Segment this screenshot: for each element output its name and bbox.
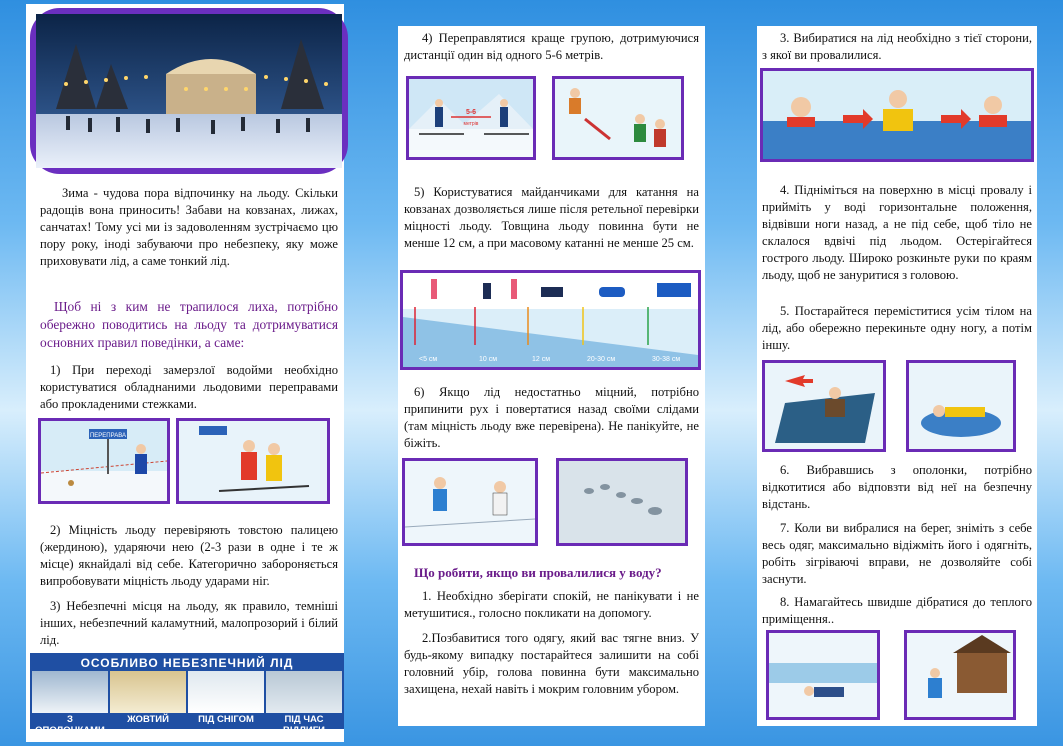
crossing-sign-text: ПЕРЕПРАВА <box>89 433 127 439</box>
step-4-text: 4. Підніміться на поверхню в місці провалу і прийміть у воді горизонтальне положення, відвівши ноги назад, а не під себе, щоб тіло не склалося вдвічі під льодом. Остерігайтеся гострого льоду. Широко розкиньте руки по краям льоду, щоб не зануритися з головою. <box>762 183 1032 282</box>
distance-unit: метрів <box>463 121 479 127</box>
winter-rink-photo <box>30 8 348 174</box>
distance-label: 5-6 <box>465 109 477 116</box>
rule-6-text: 6) Якщо лід недостатньо міцний, потрібно припинити рух і повертатися назад своїми слідами (там міцність льоду вже перевірена). Не панікуйте, не біжіть. <box>404 385 699 450</box>
step-5-text: 5. Постарайтеся переміститися усім тілом на лід, або обережно перекиньте одну ногу, а потім іншу. <box>762 304 1032 352</box>
group-distance-image <box>406 76 536 160</box>
footprints-image <box>556 458 688 546</box>
banner-label-2: ЖОВТИЙ <box>127 714 169 725</box>
thickness-label-4: 20-30 см <box>587 356 616 363</box>
snow-ice-thumb <box>188 671 264 713</box>
rule-3-text: 3) Небезпечні місця на льоду, як правило, темніші інших, небезпечний каламутний, малопрозорий і білий лід. <box>40 599 338 647</box>
fell-through-heading: Що робити, якщо ви провалилися у воду? <box>414 565 662 580</box>
banner-label-3: ПІД СНІГОМ <box>198 714 254 725</box>
step-3-text: 3. Вибиратися на лід необхідно з тієї сторони, з якої ви провалилися. <box>762 31 1032 62</box>
banner-label-1: З ОПОЛОНКАМИ <box>35 714 105 736</box>
banner-title: ОСОБЛИВО НЕБЕЗПЕЧНИЙ ЛІД <box>80 656 294 670</box>
rule-4-text: 4) Переправлятися краще групою, дотримуючися дистанції один від одного 5-6 метрів. <box>404 31 699 62</box>
roll-onto-ice-image-2 <box>906 360 1016 452</box>
crossing-image-1 <box>38 418 170 504</box>
climb-out-image <box>760 68 1034 162</box>
thaw-ice-thumb <box>266 671 342 713</box>
rule-1-text: 1) При переході замерзлої водойми необхідно користуватися обладнаними льодовими переправами або прокладеними стежками. <box>40 363 338 411</box>
warning-text: Щоб ні з ким не трапилося лиха, потрібно обережно поводитись на льоду та дотримуватися основних правил поведінки, а саме: <box>40 299 338 350</box>
intro-text: Зима - чудова пора відпочинку на льоду. Скільки радощів вона приносить! Забави на ковзанах, лижах, санчатах! Тому усі ми із задоволенням зустрічаємо цю пору року, іноді забуваючи про небезпеку, яку може приховувати лід, а саме тонкий лід. <box>40 186 338 268</box>
group-crossing-image <box>552 76 684 160</box>
rule-5-text: 5) Користуватися майданчиками для катання на ковзанах дозволяється лише після ретельної перевірки міцності льоду. Товщина льоду повинна бути не менше 12 см, а при масовому катанні не менше 25 см. <box>404 185 699 250</box>
thickness-label-1: <5 см <box>419 356 438 363</box>
thickness-label-3: 12 см <box>532 356 551 363</box>
dangerous-ice-banner <box>30 653 344 736</box>
warm-house-image <box>904 630 1016 720</box>
ice-holes-thumb <box>32 671 108 713</box>
step-1-text: 1. Необхідно зберігати спокій, не панікувати і не метушитися., голосно покликати на допомогу. <box>404 589 699 620</box>
roll-onto-ice-image-1 <box>762 360 886 452</box>
crawl-away-image <box>766 630 880 720</box>
ice-thickness-diagram <box>400 270 701 370</box>
step-6-text: 6. Вибравшись з ополонки, потрібно відкотитися або відповзти від неї на безпечну відстань. <box>762 463 1032 511</box>
step-8-text: 8. Намагайтесь швидше дібратися до теплого приміщення.. <box>762 595 1032 626</box>
crossing-image-2 <box>176 418 330 504</box>
thickness-label-2: 10 см <box>479 356 498 363</box>
thickness-label-5: 30-38 см <box>652 356 681 363</box>
yellow-ice-thumb <box>110 671 186 713</box>
rule-2-text: 2) Міцність льоду перевіряють товстою палицею (жердиною), ударяючи нею (2-3 рази в одне і те ж місце) якнайдалі від себе. Категорично забороняється випробовувати міцність льоду ударами ніг. <box>40 523 338 588</box>
step-2-text: 2.Позбавитися того одягу, який вас тягне вниз. У будь-якому випадку постарайтеся залишити на собі головний убір, голова повинна бути максимально захищена, нехай навіть і мокрим головним убором. <box>404 631 699 696</box>
stop-moving-image <box>402 458 538 546</box>
step-7-text: 7. Коли ви вибралися на берег, зніміть з себе весь одяг, максимально відіжміть його і одягніть, робіть зігріваючі вправи, не дозволяйте собі заснути. <box>762 521 1032 586</box>
banner-label-4: ПІД ЧАС ВІДЛИГИ <box>283 714 325 736</box>
